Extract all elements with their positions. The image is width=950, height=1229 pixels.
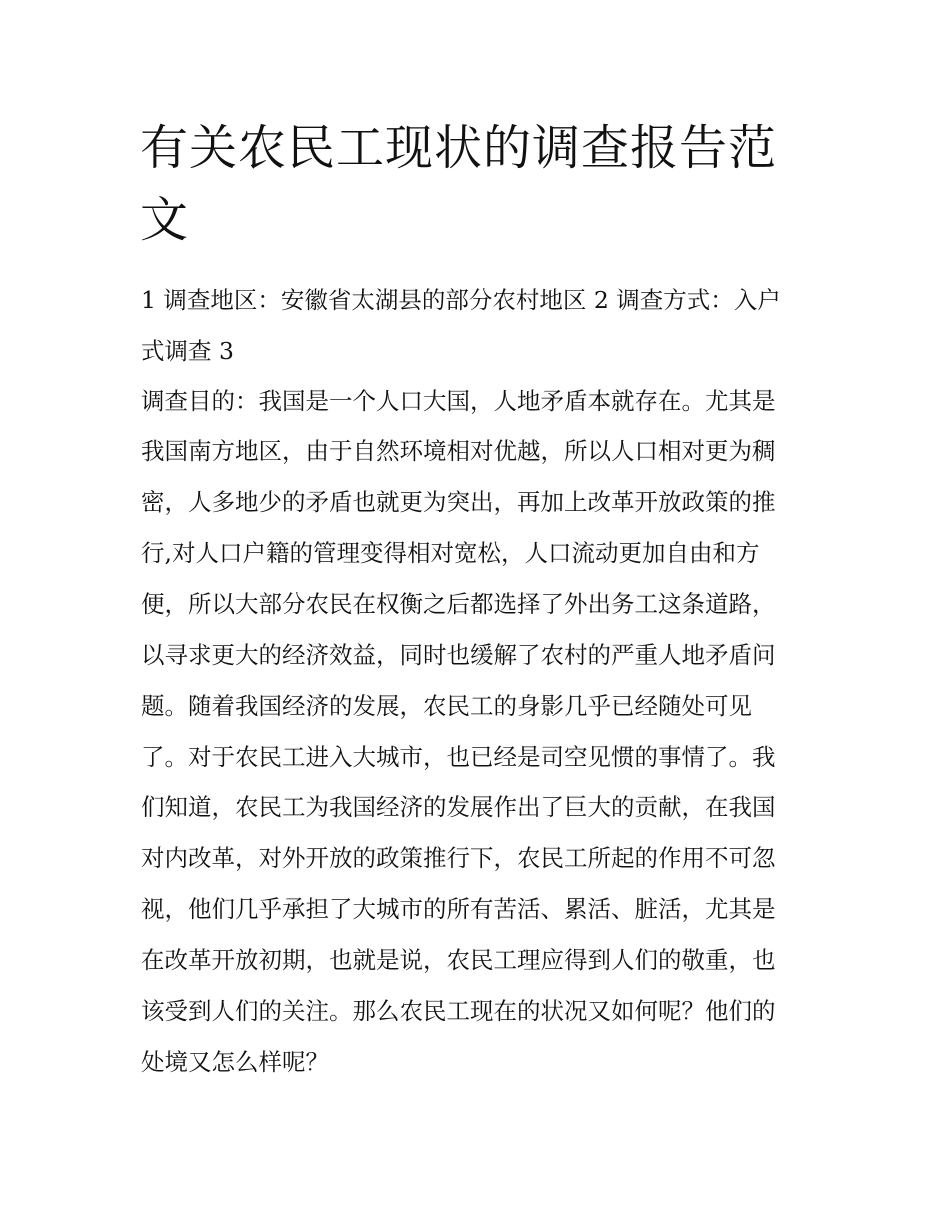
paragraph-line: 了。对于农民工进入大城市，也已经是司空见惯的事情了。我 xyxy=(141,743,776,771)
paragraph-line: 对内改革，对外开放的政策推行下，农民工所起的作用不可忽 xyxy=(141,844,776,872)
paragraph-line: 行,对人口户籍的管理变得相对宽松，人口流动更加自由和方 xyxy=(141,539,760,567)
paragraph-line: 1 调查地区：安徽省太湖县的部分农村地区 2 调查方式：入户 xyxy=(141,286,781,314)
paragraph-line: 题。随着我国经济的发展，农民工的身影几乎已经随处可见 xyxy=(141,692,752,720)
paragraph-line: 该受到人们的关注。那么农民工现在的状况又如何呢？他们的 xyxy=(141,997,776,1025)
paragraph-line: 处境又怎么样呢？ xyxy=(141,1048,329,1076)
paragraph-line: 调查目的：我国是一个人口大国，人地矛盾本就存在。尤其是 xyxy=(141,387,776,415)
paragraph-line: 便，所以大部分农民在权衡之后都选择了外出务工这条道路， xyxy=(141,590,776,618)
paragraph-line: 式调查 3 xyxy=(141,337,234,365)
paragraph-line: 密，人多地少的矛盾也就更为突出，再加上改革开放政策的推 xyxy=(141,488,776,516)
paragraph-line: 在改革开放初期，也就是说，农民工理应得到人们的敬重，也 xyxy=(141,946,776,974)
paragraph-line: 我国南方地区，由于自然环境相对优越，所以人口相对更为稠 xyxy=(141,437,776,465)
document-title: 有关农民工现状的调查报告范文 xyxy=(140,120,778,248)
paragraph-line: 们知道，农民工为我国经济的发展作出了巨大的贡献，在我国 xyxy=(141,793,776,821)
paragraph-line: 以寻求更大的经济效益，同时也缓解了农村的严重人地矛盾问 xyxy=(141,641,776,669)
paragraph-line: 视，他们几乎承担了大城市的所有苦活、累活、脏活，尤其是 xyxy=(141,895,776,923)
